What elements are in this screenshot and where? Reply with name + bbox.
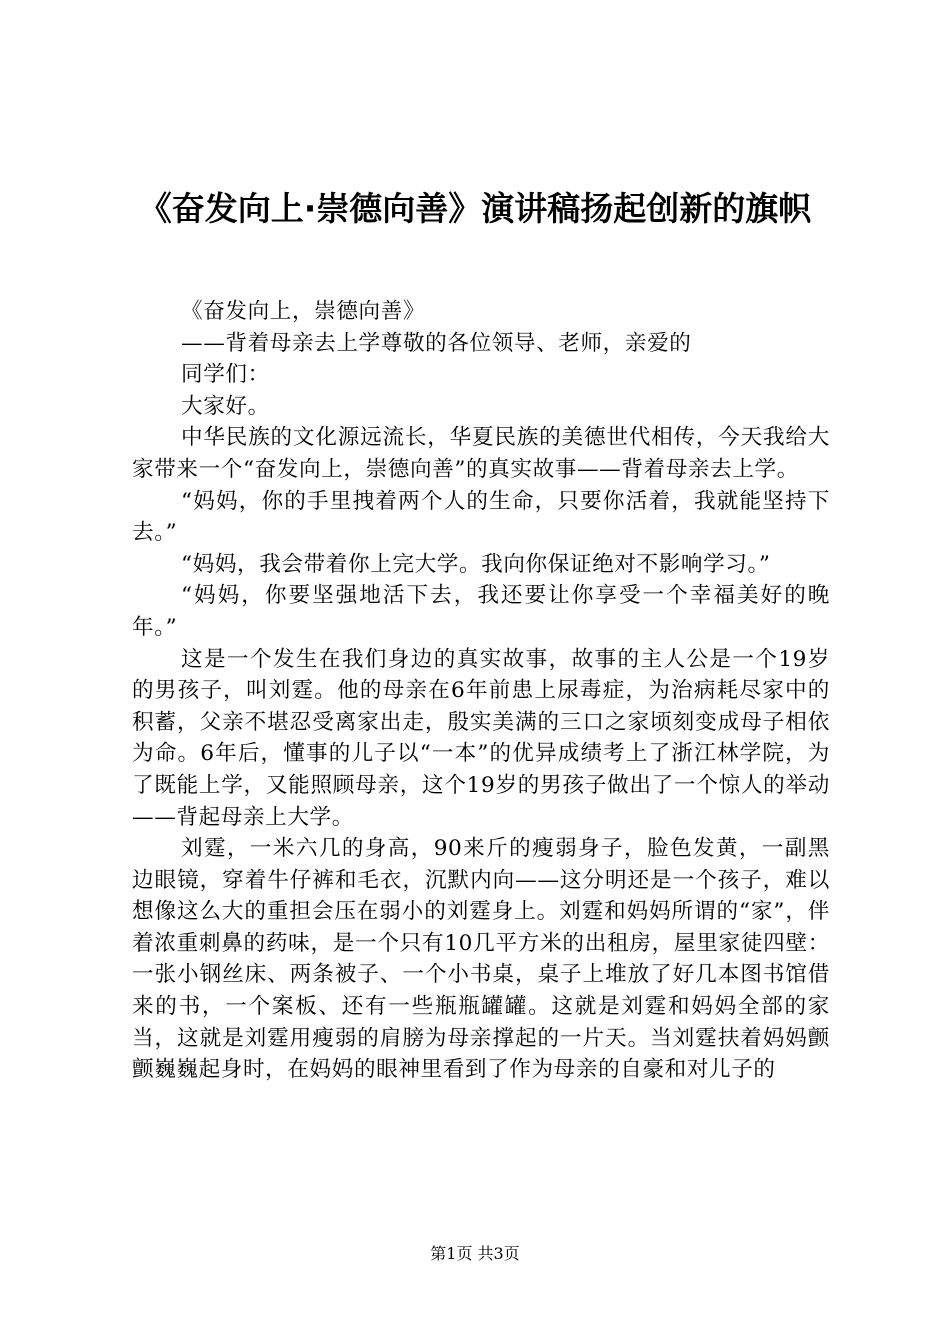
speech-subtitle: 《奋发向上，崇德向善》: [181, 299, 426, 324]
paragraph: 刘霆，一米六几的身高，90来斤的瘦弱身子，脸色发黄，一副黑边眼镜，穿着牛仔裤和毛衣，沉默内向——这分明还是一个孩子，难以想像这么大的重担会压在弱小的刘霆身上。刘霆和妈妈所谓的“家”，伴着浓重刺鼻的药味，是一个只有10几平方米的出租房，屋里家徒四壁：一张小钢丝床、两条被子、一个小书桌，桌子上堆放了好几本图书馆借来的书，一个案板、还有一些瓶瓶罐罐。这就是刘霆和妈妈全部的家当，这就是刘霆用瘦弱的肩膀为母亲撑起的一片天。当刘霆扶着妈妈颤颤巍巍起身时，在妈妈的眼神里看到了作为母亲的自豪和对儿子的: [132, 836, 830, 1083]
page-number-footer: 第1页 共3页: [430, 1244, 520, 1263]
document-title: 《奋发向上·崇德向善》演讲稿扬起创新的旗帜: [138, 189, 812, 228]
quote-paragraph: “妈妈，你要坚强地活下去，我还要让你享受一个幸福美好的晚年。”: [132, 583, 830, 640]
greeting: 大家好。: [181, 393, 270, 419]
quote-paragraph: “妈妈，你的手里拽着两个人的生命，只要你活着，我就能坚持下去。”: [132, 488, 830, 546]
quote-paragraph: “妈妈，我会带着你上完大学。我向你保证绝对不影响学习。”: [181, 551, 771, 577]
paragraph: 这是一个发生在我们身边的真实故事，故事的主人公是一个19岁的男孩子，叫刘霆。他的母亲在6年前患上尿毒症，为治病耗尽家中的积蓄，父亲不堪忍受离家出走，殷实美满的三口之家顷刻变成母子相依为命。6年后，懂事的儿子以“一本”的优异成绩考上了浙江林学院，为了既能上学，又能照顾母亲，这个19岁的男孩子做出了一个惊人的举动——背起母亲上大学。: [132, 646, 830, 830]
document-body: [132, 296, 830, 1086]
salutation: 同学们：: [181, 362, 270, 388]
paragraph: 中华民族的文化源远流长，华夏民族的美德世代相传，今天我给大家带来一个“奋发向上，崇德向善”的真实故事——背着母亲去上学。: [132, 425, 830, 482]
speech-subheading: ——背着母亲去上学尊敬的各位领导、老师，亲爱的: [181, 330, 692, 356]
